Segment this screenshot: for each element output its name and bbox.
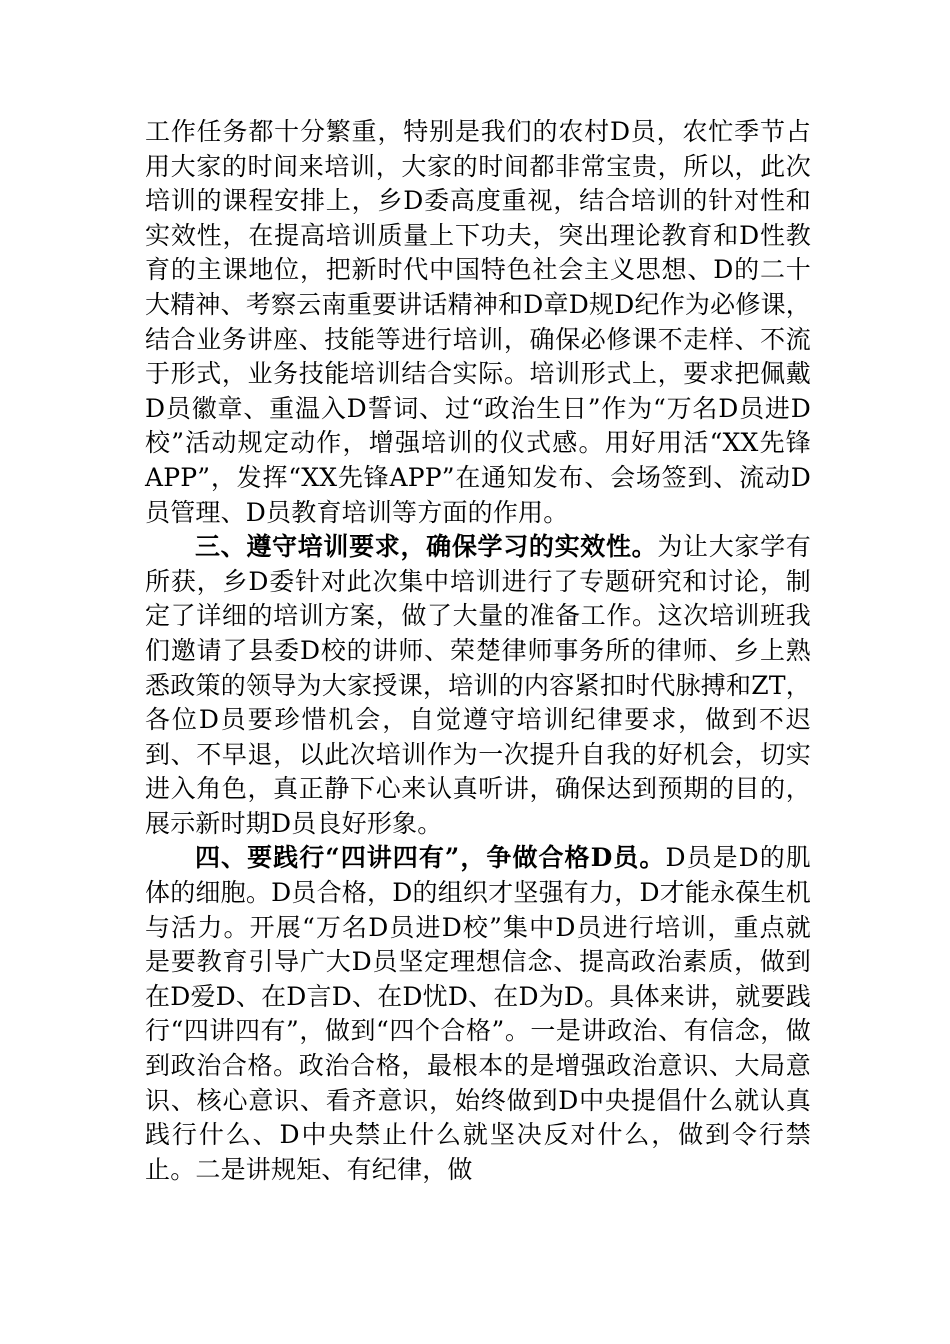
document-page xyxy=(145,115,811,1187)
paragraph-section-4 xyxy=(145,841,811,1187)
paragraph-continued: 工作任务都十分繁重，特别是我们的农村D员，农忙季节占用大家的时间来培训，大家的时间都非常宝贵，所以，此次培训的课程安排上，乡D委高度重视，结合培训的针对性和实效性，在提高培训质量上下功夫，突出理论教育和D性教育的主课地位，把新时代中国特色社会主义思想、D的二十大精神、考察云南重要讲话精神和D章D规D纪作为必修课，结合业务讲座、技能等进行培训，确保必修课不走样、不流于形式，业务技能培训结合实际。培训形式上，要求把佩戴D员徽章、重温入D誓词、过“政治生日”作为“万名D员进D校”活动规定动作，增强培训的仪式感。用好用活“XX先锋APP”，发挥“XX先锋APP”在通知发布、会场签到、流动D员管理、D员教育培训等方面的作用。 xyxy=(145,117,811,527)
section-4-body: D员是D的肌体的细胞。D员合格，D的组织才坚强有力，D才能永葆生机与活力。开展“万名D员进D校”集中D员进行培训，重点就是要教育引导广大D员坚定理想信念、提高政治素质，做到在D爱D、在D言D、在D忧D、在D为D。具体来讲，就要践行“四讲四有”，做到“四个合格”。一是讲政治、有信念，做到政治合格。政治合格，最根本的是增强政治意识、大局意识、核心意识、看齐意识，始终做到D中央提倡什么就认真践行什么、D中央禁止什么就坚决反对什么，做到令行禁止。二是讲规矩、有纪律，做 xyxy=(145,843,811,1184)
paragraph-section-3 xyxy=(145,530,811,841)
section-4-heading: 四、要践行“四讲四有”，争做合格D员。 xyxy=(195,843,666,873)
section-3-body: 为让大家学有所获，乡D委针对此次集中培训进行了专题研究和讨论，制定了详细的培训方案，做了大量的准备工作。这次培训班我们邀请了县委D校的讲师、荣楚律师事务所的律师、乡上熟悉政策的领导为大家授课，培训的内容紧扣时代脉搏和ZT，各位D员要珍惜机会，自觉遵守培训纪律要求，做到不迟到、不早退，以此次培训作为一次提升自我的好机会，切实进入角色，真正静下心来认真听讲，确保达到预期的目的，展示新时期D员良好形象。 xyxy=(145,532,811,838)
section-3-heading: 三、遵守培训要求，确保学习的实效性。 xyxy=(195,532,658,562)
